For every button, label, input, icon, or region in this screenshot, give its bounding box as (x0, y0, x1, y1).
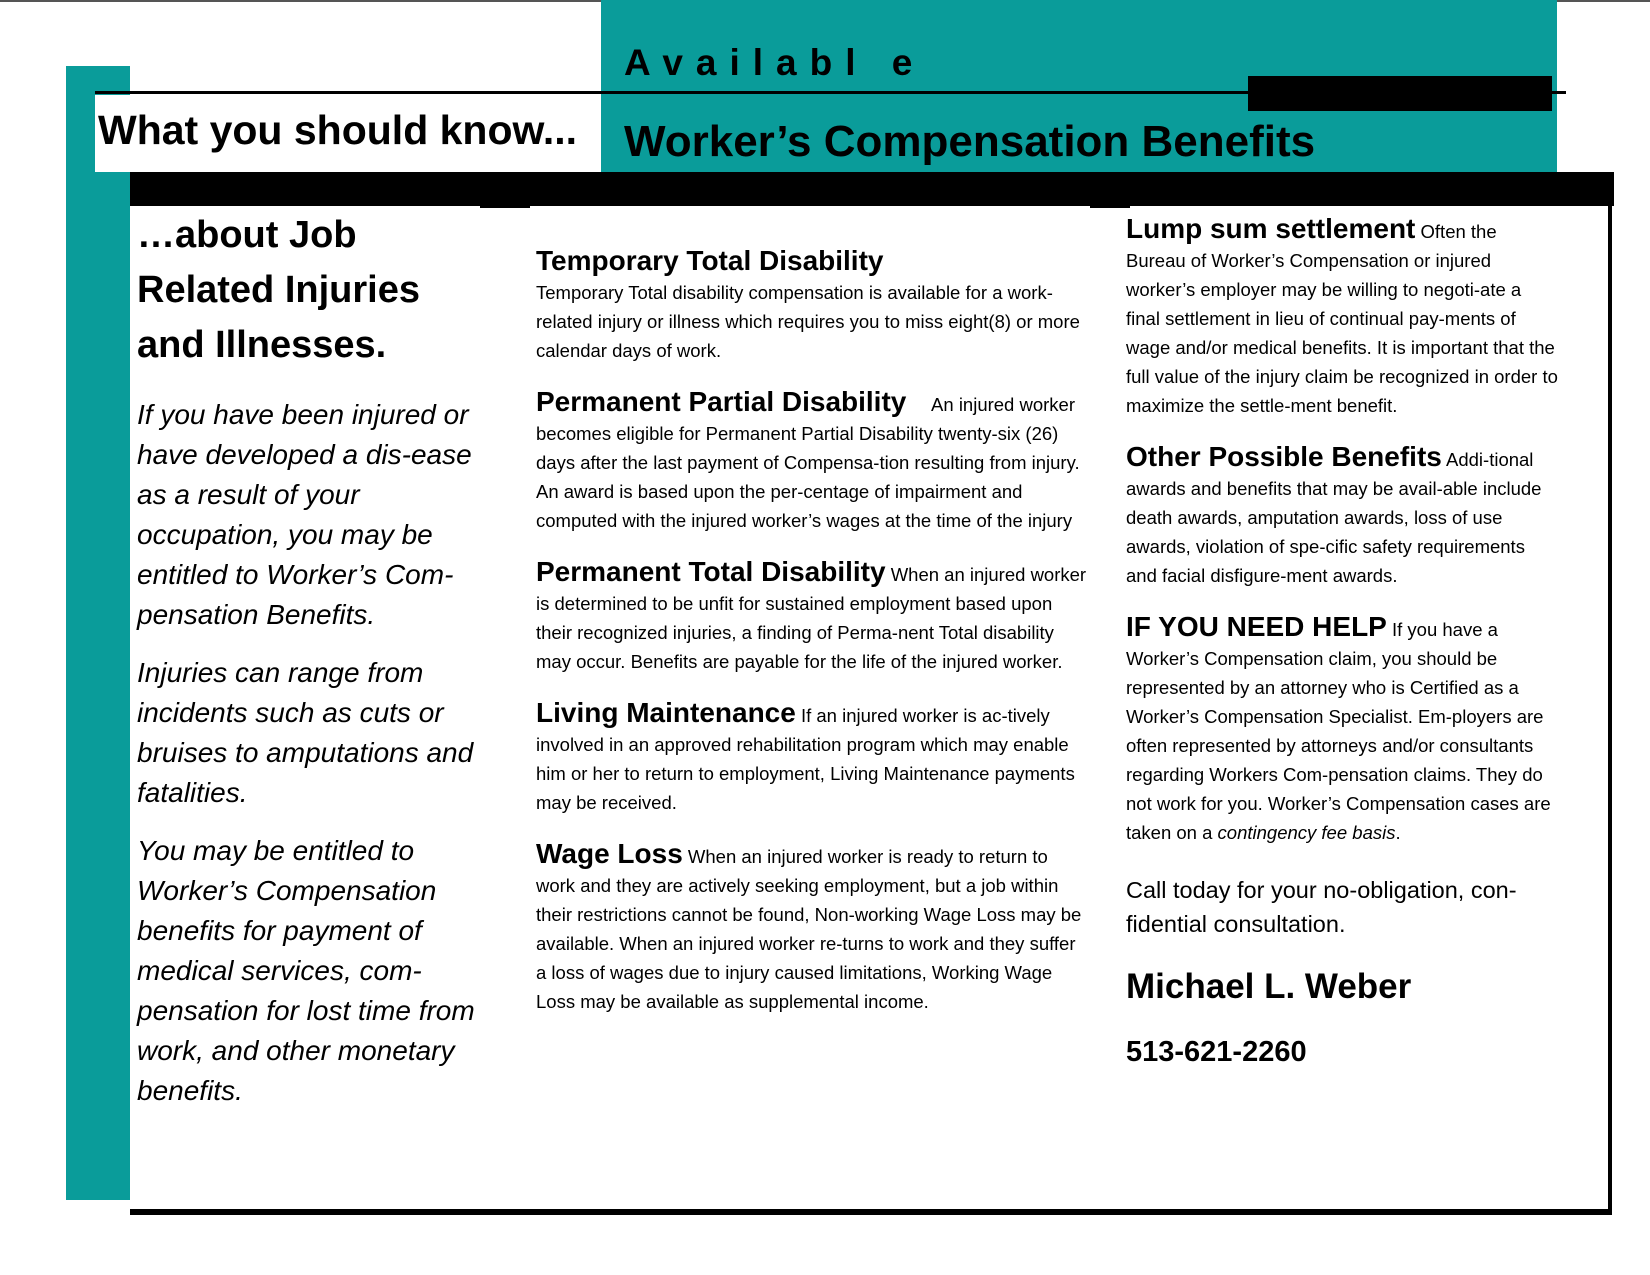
teal-left-bar (66, 66, 130, 1200)
benefit-title: Permanent Partial Disability (536, 386, 907, 417)
contingency-fee-text: contingency fee basis (1217, 822, 1396, 843)
other-benefits-section (1126, 442, 1558, 590)
phone-number: 513-621-2260 (1126, 1036, 1307, 1068)
benefit-section (536, 244, 1088, 365)
page-title: Worker’s Compensation Benefits (624, 117, 1316, 166)
header-black-band (130, 172, 1614, 206)
other-benefits-title: Other Possible Benefits (1126, 441, 1442, 472)
benefit-text: Temporary Total disability compensation is available for a work-related injury or illness which requires you to miss eight(8) or more calendar days of work. (536, 282, 1080, 361)
available-label: Availabl e (624, 42, 926, 83)
benefit-text: An injured worker becomes eligible for Permanent Partial Disability twenty-six (26) days after the last payment of Compensa-tion resulting from injury. An award is based upon the per-centage of impairment and computed with the injured worker’s wages at the time of the injury (536, 394, 1080, 531)
help-title: IF YOU NEED HELP (1126, 611, 1387, 642)
contact-name: Michael L. Weber (1126, 967, 1412, 1006)
help-column (1126, 214, 1558, 1067)
benefit-section (536, 839, 1088, 1016)
benefit-text: When an injured worker is determined to be unfit for sustained employment based upon their recognized injuries, a finding of Perma-nent Total disability may occur. Benefits are payable for the life of the injured worker. (536, 564, 1087, 672)
intro-column (137, 208, 477, 1111)
benefit-text: If an injured worker is ac-tively involved in an approved rehabilitation program which may enable him or her to return to employment, Living Maintenance payments may be received. (536, 705, 1075, 813)
intro-heading: …about Job Related Injuries and Illnesses. (137, 214, 420, 366)
intro-paragraph: You may be entitled to Worker’s Compensation benefits for payment of medical services, com-pensation for lost time from work, and other monetary benefits. (137, 835, 475, 1106)
benefit-title: Permanent Total Disability (536, 556, 886, 587)
other-benefits-text: Addi-tional awards and benefits that may be avail-able include death awards, amputation awards, loss of use awards, violation of spe-cific safety requirements and facial disfigure-ment awards. (1126, 449, 1542, 586)
benefit-section (536, 698, 1088, 817)
what-you-should-know-title: What you should know... (98, 107, 578, 153)
lump-sum-title: Lump sum settlement (1126, 213, 1416, 244)
header-black-block (1248, 76, 1552, 111)
intro-paragraph: Injuries can range from incidents such as cuts or bruises to amputations and fatalities. (137, 657, 474, 808)
lump-sum-section (1126, 214, 1558, 420)
help-section (1126, 612, 1558, 847)
benefit-title: Wage Loss (536, 838, 683, 869)
benefit-text: When an injured worker is ready to return to work and they are actively seeking employment, but a job within their restrictions cannot be found, Non-working Wage Loss may be available. When an injured worker re-turns to work and they suffer a loss of wages due to injury caused limitations, Working Wage Loss may be available as supplemental income. (536, 846, 1082, 1012)
lump-sum-text: Often the Bureau of Worker’s Compensation or injured worker’s employer may be willing to negoti-ate a final settlement in lieu of continual pay-ments of wage and/or medical benefits. It is important that the full value of the injury claim be recognized in order to maximize the settle-ment benefit. (1126, 221, 1558, 416)
help-text: If you have a Worker’s Compensation claim, you should be represented by an attorney who is Certified as a Worker’s Compensation Specialist. Em-ployers are often represented by attorneys and/or consultants regarding Workers Com-pensation claims. They do not work for you. Worker’s Compensation cases are taken on a (1126, 619, 1551, 843)
benefit-section (536, 387, 1088, 535)
intro-paragraph: If you have been injured or have developed a dis-ease as a result of your occupation, you may be entitled to Worker’s Com-pensation Benefits. (137, 399, 472, 630)
help-end-punct: . (1395, 822, 1401, 843)
benefit-title: Temporary Total Disability (536, 245, 884, 276)
benefit-title: Living Maintenance (536, 697, 796, 728)
call-to-action: Call today for your no-obligation, con-fidential consultation. (1126, 877, 1517, 937)
benefit-section (536, 557, 1088, 676)
benefits-column (536, 244, 1088, 1038)
